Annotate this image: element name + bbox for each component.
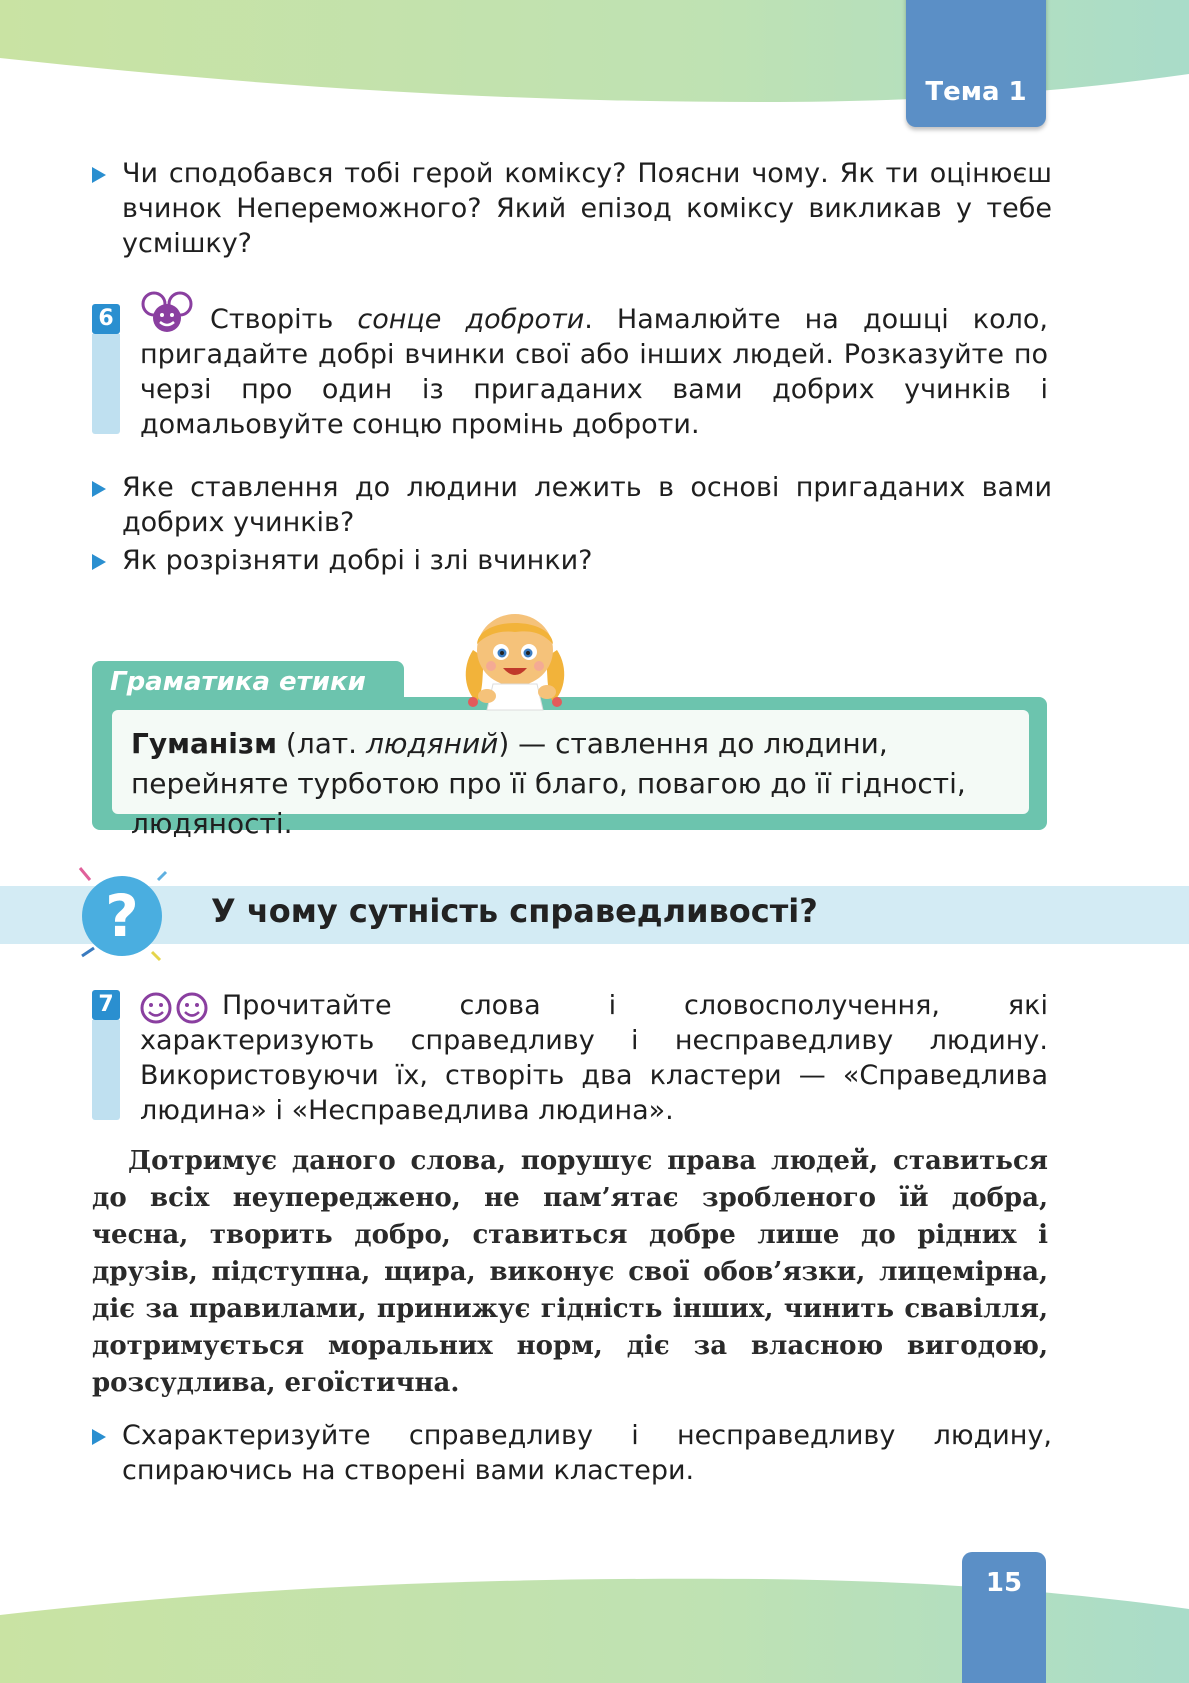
- task-number: 7: [92, 990, 120, 1020]
- task-bar: [92, 1020, 120, 1120]
- bullet-arrow-icon: [92, 1429, 106, 1445]
- section-title: У чому сутність справедливості?: [211, 892, 818, 930]
- grammar-lang-prefix: (лат.: [285, 727, 366, 760]
- page-number-tab: [962, 1552, 1046, 1683]
- grammar-definition: [131, 724, 1021, 844]
- grammar-term: Гуманізм: [131, 727, 277, 760]
- page-number: 15: [985, 1568, 1023, 1598]
- question-mark-icon: [72, 864, 172, 964]
- bullet-arrow-icon: [92, 554, 106, 570]
- task-text: [140, 302, 1048, 442]
- girl-character-illustration: [455, 610, 575, 718]
- question-text: Яке ставлення до людини лежить в основі пригаданих вами добрих учинків?: [122, 472, 1052, 538]
- question-text: Чи сподобався тобі герой коміксу? Поясни чому. Як ти оцінюєш вчинок Непереможного? Який епізод коміксу викликав у тебе усмішку?: [122, 158, 1052, 259]
- word-list: Дотримує даного слова, порушує права людей, ставиться до всіх неупереджено, не пам’ятає зробленого їй добра, чесна, творить добро, ставиться добре лише до рідних і друзів, підступна, щира, виконує свої обов’язки, лицемірна, діє за правилами, принижує гідність інших, чинить свавілля, дотримується моральних норм, діє за власною вигодою, розсудлива, егоїстична.: [92, 1146, 1048, 1398]
- task-text-start: Створіть: [210, 304, 358, 335]
- bullet-arrow-icon: [92, 481, 106, 497]
- grammar-lang-word: людяний: [365, 727, 499, 760]
- grammar-definition-text: ) — ставлення до людини, перейняте турботою про її благо, повагою до її гідності, людяності.: [131, 727, 966, 840]
- task-text: Прочитайте слова і словосполучення, які характеризують справедливу і несправедливу людину. Використовуючи їх, створіть два кластери — «Справедлива людина» і «Несправедлива людина».: [140, 990, 1048, 1126]
- topic-tab: [906, 0, 1046, 127]
- question-item: [92, 1418, 1052, 1488]
- svg-text:?: ?: [105, 882, 139, 950]
- question-item: [92, 543, 1052, 578]
- question-text: Схарактеризуйте справедливу і несправедливу людину, спираючись на створені вами кластери.: [122, 1420, 1052, 1486]
- task-number: 6: [92, 304, 120, 334]
- bullet-arrow-icon: [92, 167, 106, 183]
- task-text-italic: сонце доброти: [357, 304, 585, 335]
- question-item: [92, 156, 1052, 261]
- task-bar: [92, 334, 120, 434]
- grammar-tab-label: Граматика етики: [110, 667, 366, 697]
- question-item: [92, 470, 1052, 540]
- task-text-rest: . Намалюйте на дошці коло, пригадайте добрі вчинки свої або інших людей. Розказуйте по черзі про один із пригаданих вами добрих учинків і домальовуйте сонцю промінь доброти.: [140, 304, 1048, 440]
- topic-label: Тема 1: [925, 77, 1027, 107]
- question-text: Як розрізняти добрі і злі вчинки?: [122, 545, 593, 576]
